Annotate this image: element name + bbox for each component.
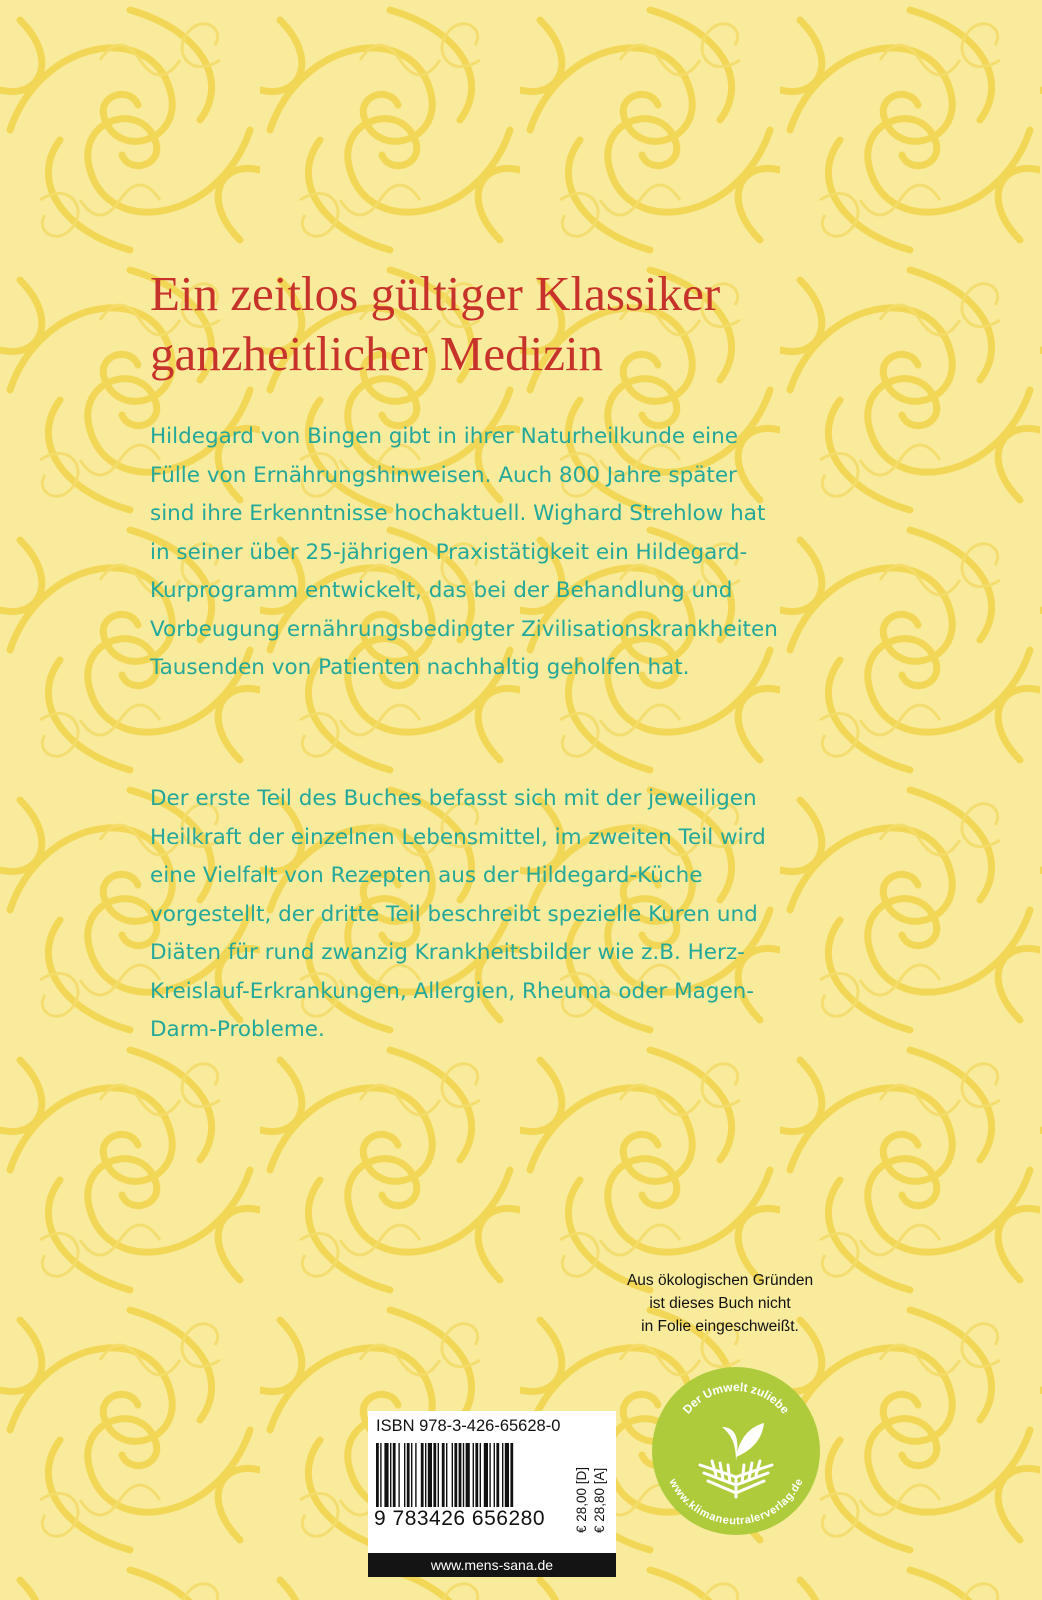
barcode-bar	[425, 1443, 426, 1507]
barcode-bar	[380, 1443, 381, 1507]
barcode-bar	[404, 1443, 405, 1507]
barcode-bar	[393, 1443, 396, 1507]
barcode-bar	[442, 1443, 445, 1507]
isbn-label: ISBN 978-3-426-65628-0	[376, 1417, 561, 1435]
price-austria: € 28,80 [A]	[592, 1467, 607, 1533]
barcode-bar	[421, 1443, 424, 1507]
price-column	[572, 1429, 612, 1533]
eco-note: Aus ökologischen Gründen ist dieses Buch nicht in Folie eingeschweißt.	[626, 1272, 814, 1335]
barcode-digits: 9 783426 656280	[374, 1507, 545, 1530]
barcode-bar	[494, 1443, 495, 1507]
website-bar	[368, 1553, 616, 1577]
barcode-bar	[489, 1443, 490, 1507]
barcode-bar	[428, 1443, 432, 1507]
website-url: www.mens-sana.de	[430, 1557, 554, 1573]
barcode-bars	[376, 1443, 566, 1507]
price-germany: € 28,00 [D]	[574, 1466, 589, 1533]
barcode-bar	[473, 1443, 474, 1507]
eco-badge	[650, 1365, 822, 1537]
barcode-bar	[407, 1443, 410, 1507]
barcode-bar	[415, 1443, 416, 1507]
barcode-bar	[446, 1443, 447, 1507]
eco-badge-top-text: Der Umwelt zuliebe	[679, 1379, 793, 1417]
barcode-bar	[384, 1443, 388, 1507]
barcode-bar	[484, 1443, 488, 1507]
barcode-bar	[475, 1443, 478, 1507]
isbn-barcode-box	[368, 1411, 616, 1553]
headline	[150, 264, 970, 384]
headline-line-1: Ein zeitlos gültiger Klassiker	[150, 266, 721, 321]
blurb-paragraph-2: Der erste Teil des Buches befasst sich mit der jeweiligen Heilkraft der einzelnen Lebensmittel, im zweiten Teil wird eine Vielfalt von Rezepten aus der Hildegard-Küche vorgestellt, der dritte Teil beschreibt spezielle Kuren und Diäten für rund zwanzig Krankheitsbilder wie z.B. Herz- Kreislauf-Erkrankungen, Allergien, Rheuma oder Magen- Darm-Probleme.	[150, 786, 766, 1042]
barcode-bar	[376, 1443, 379, 1507]
barcode-bar	[505, 1443, 509, 1507]
barcode-bar	[463, 1443, 464, 1507]
barcode-bar	[454, 1443, 457, 1507]
barcode-bar	[459, 1443, 462, 1507]
eco-badge-bottom-text: www.klimaneutralerverlag.de	[666, 1476, 806, 1528]
barcode-bar	[452, 1443, 453, 1507]
barcode-bar	[496, 1443, 499, 1507]
barcode-bar	[466, 1443, 470, 1507]
barcode-bar	[390, 1443, 391, 1507]
headline-line-2: ganzheitlicher Medizin	[150, 326, 604, 381]
barcode-bar	[510, 1443, 513, 1507]
barcode-bar	[398, 1443, 399, 1507]
barcode-bar	[502, 1443, 503, 1507]
barcode-bar	[438, 1443, 439, 1507]
blurb-paragraph-1: Hildegard von Bingen gibt in ihrer Naturheilkunde eine Fülle von Ernährungshinweisen. Auch 800 Jahre später sind ihre Erkenntnisse hochaktuell. Wighard Strehlow hat in seiner über 25-jährigen Praxistätigkeit ein Hildegard- Kurprogramm entwickelt, das bei der Behandlung und Vorbeugung ernährungsbedingter Zivilisationskrankheiten Tausenden von Patienten nachhaltig geholfen hat.	[150, 424, 778, 680]
barcode-bar	[480, 1443, 481, 1507]
barcode-bar	[411, 1443, 412, 1507]
barcode-bar	[433, 1443, 436, 1507]
